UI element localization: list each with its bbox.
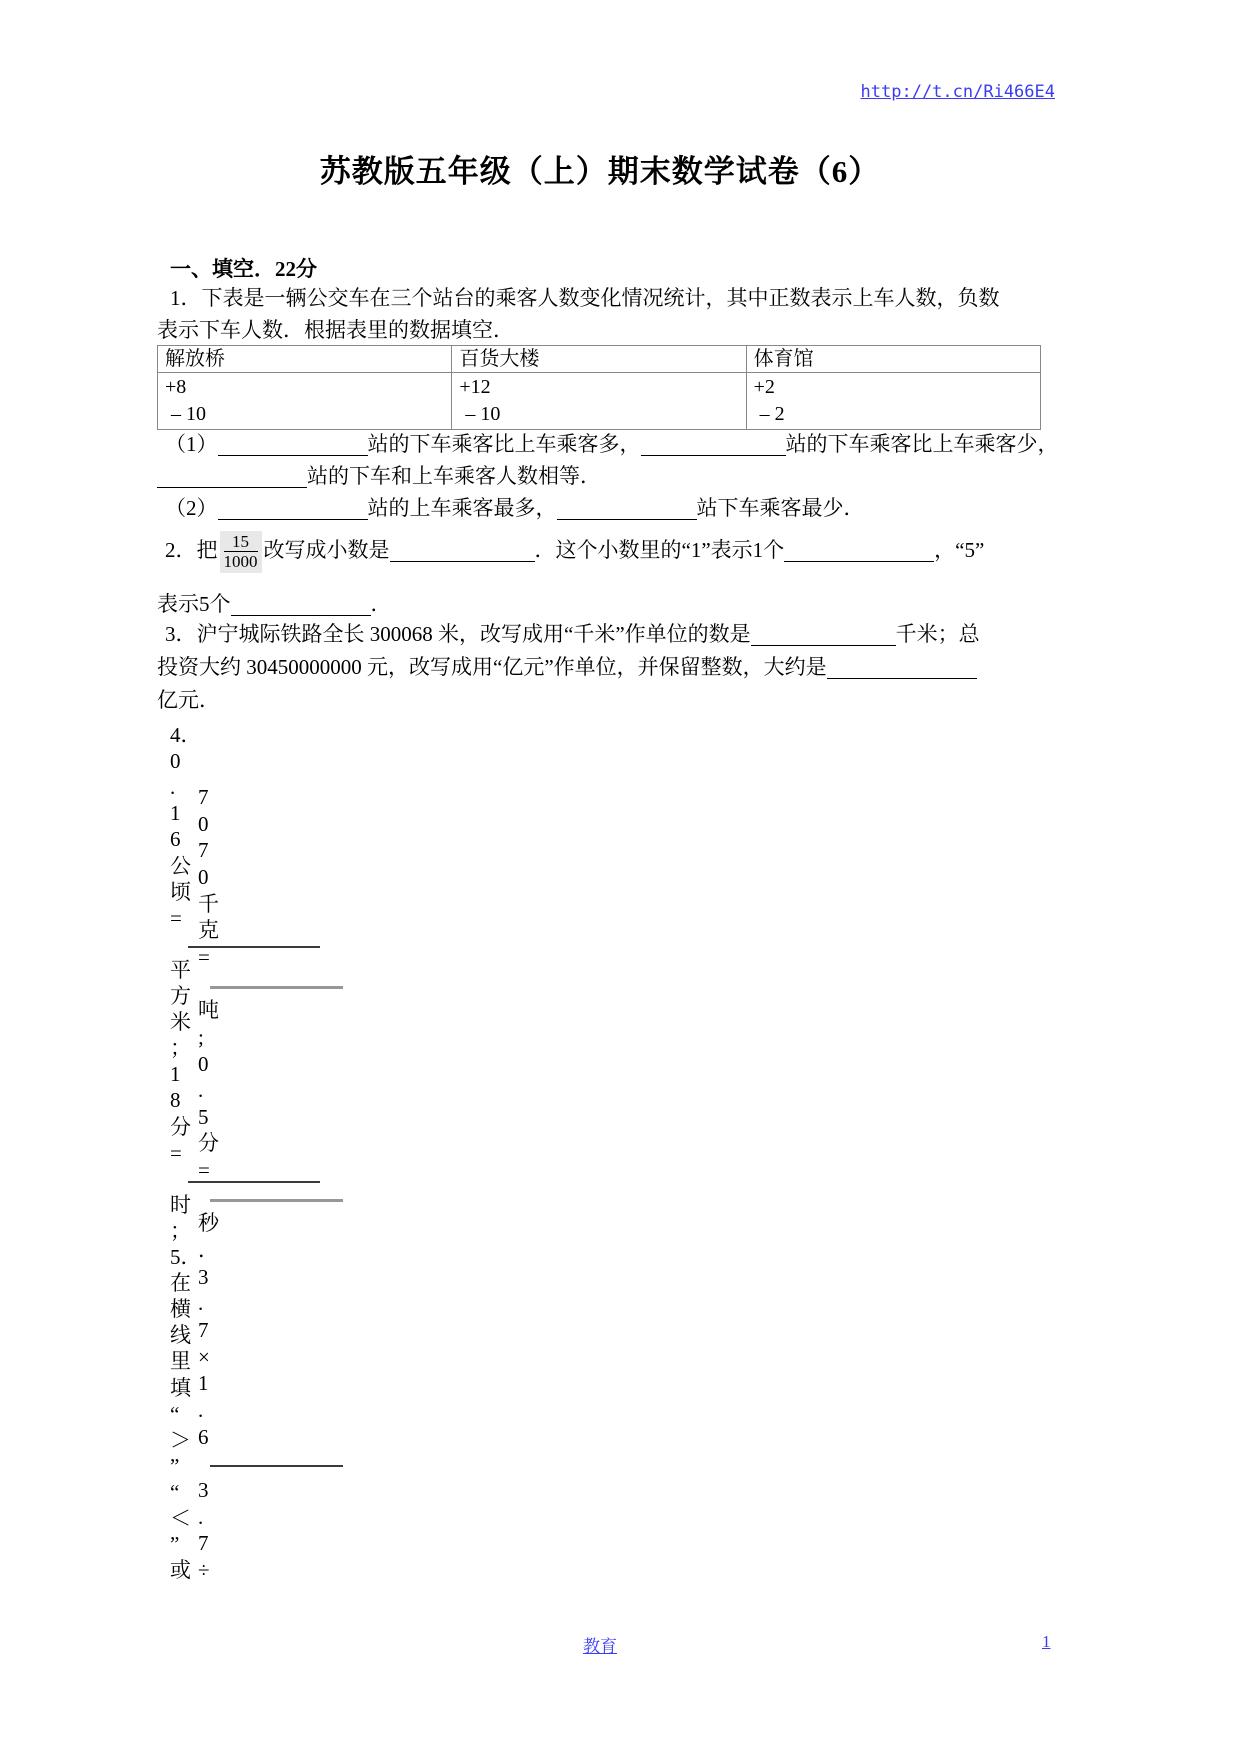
wrapped-char: 方 (170, 984, 191, 1008)
alighting-value: – 10 (465, 403, 501, 425)
text-run: 站的下车乘客比上车乘客多， (367, 432, 641, 456)
q1-sub1-line1 (165, 430, 1059, 458)
wrapped-char: 0 (170, 749, 181, 774)
wrapped-char: 5 (198, 1104, 209, 1129)
fraction-denominator: 1000 (223, 552, 258, 572)
wrapped-char: 时 (170, 1192, 191, 1217)
footer-center-wrap (157, 1632, 1043, 1657)
station-header-cell: 解放桥 (158, 346, 452, 373)
answer-blank (784, 541, 934, 562)
alighting-value: – 2 (759, 403, 785, 425)
text-run: 站的上车乘客最多， (367, 496, 557, 520)
footer-page-number-link[interactable]: 1 (1042, 1632, 1051, 1651)
wrapped-char: ＜ (170, 1506, 191, 1530)
answer-blank-line (210, 986, 343, 989)
wrapped-char: 4． (170, 723, 202, 747)
wrapped-char: 7 (198, 1531, 209, 1556)
wrapped-char: 3 (198, 1264, 209, 1289)
answer-blank (231, 595, 371, 616)
wrapped-char: “ (170, 1479, 180, 1504)
wrapped-char: 0 (198, 1051, 209, 1076)
wrapped-char: . (198, 1397, 204, 1422)
wrapped-char: 克 (198, 918, 219, 943)
q1-sub2-line1 (165, 494, 865, 522)
wrapped-char: 6 (198, 1424, 209, 1449)
text-run: （2） (165, 496, 218, 520)
q2-line1 (165, 524, 984, 576)
q1-intro-line2: 表示下车人数．根据表里的数据填空． (157, 318, 514, 342)
answer-blank (557, 499, 697, 520)
station-header-cell: 百货大楼 (452, 346, 746, 373)
wrapped-char: ． (198, 1238, 219, 1263)
wrapped-char: ； (170, 1218, 191, 1243)
fraction-numerator: 15 (224, 532, 258, 552)
wrapped-char: 1 (170, 1062, 181, 1087)
wrapped-char: . (198, 1291, 204, 1316)
q3-line2 (157, 653, 977, 681)
passenger-table (157, 345, 1041, 430)
wrapped-char: 1 (198, 1371, 209, 1396)
fraction (220, 531, 262, 573)
wrapped-char: ； (170, 1036, 191, 1061)
wrapped-char: = (198, 1158, 210, 1183)
wrapped-char: ” (170, 1453, 180, 1478)
station-data-cell (452, 373, 746, 430)
wrapped-char: ＞ (170, 1427, 191, 1452)
text-run: ．这个小数里的“1”表示1个 (534, 538, 785, 562)
answer-blank (641, 435, 786, 456)
wrapped-char: “ (170, 1401, 180, 1426)
q3-line1 (165, 620, 980, 648)
table-header-row (158, 346, 1041, 373)
wrapped-char: . (198, 1504, 204, 1529)
page-title: 苏教版五年级（上）期末数学试卷（6） (319, 154, 881, 189)
wrapped-char: 0 (198, 864, 209, 889)
wrapped-char: 吨 (198, 998, 219, 1023)
boarding-value: +2 (753, 376, 775, 398)
answer-blank (218, 499, 368, 520)
wrapped-char: = (170, 905, 182, 930)
answer-blank (157, 467, 307, 488)
wrapped-char: 公 (170, 853, 191, 878)
section-heading: 一、填空．22分 (170, 257, 317, 281)
text-run: 投资大约 30450000000 元，改写成用“亿元”作单位，并保留整数，大约是 (157, 655, 827, 679)
station-data-cell (158, 373, 452, 430)
text-run: ，“5” (934, 538, 985, 562)
wrapped-char: 秒 (198, 1211, 219, 1236)
wrapped-char: 分 (170, 1114, 191, 1139)
answer-blank-line (210, 1199, 343, 1202)
wrapped-char: 分 (198, 1131, 219, 1156)
wrapped-char: 里 (170, 1349, 191, 1374)
wrapped-char: × (198, 1344, 210, 1369)
alighting-value: – 10 (171, 403, 206, 425)
boarding-value: +12 (459, 376, 491, 398)
answer-blank (218, 435, 368, 456)
wrapped-char: 7 (198, 785, 209, 809)
footer-edu-link[interactable]: 教育 (583, 1637, 617, 1656)
wrapped-char: ; (198, 1024, 204, 1049)
wrapped-char: 8 (170, 1088, 181, 1113)
wrapped-char: 顷 (170, 879, 191, 904)
table-data-row (158, 373, 1041, 430)
q1-intro-line1: 1．下表是一辆公交车在三个站台的乘客人数变化情况统计，其中正数表示上车人数，负数 (170, 286, 1000, 310)
answer-blank-line (210, 1465, 343, 1467)
text-run: 千米；总 (895, 622, 980, 646)
wrapped-char: 填 (170, 1375, 191, 1400)
text-run: 站的下车乘客比上车乘客少， (785, 432, 1059, 456)
answer-blank (827, 658, 977, 679)
answer-blank (390, 541, 535, 562)
text-run: 站下车乘客最少． (696, 496, 865, 520)
wrapped-char: 横 (170, 1297, 191, 1322)
q1-sub1-line2 (157, 462, 601, 490)
wrapped-char: 7 (198, 838, 209, 863)
wrapped-char: 3 (198, 1477, 209, 1502)
text-run: 2．把 (165, 538, 218, 562)
wrapped-char: . (170, 775, 176, 800)
wrapped-char: ” (170, 1532, 180, 1557)
wrapped-char: 米 (170, 1010, 191, 1035)
wrapped-char: 6 (170, 827, 181, 852)
boarding-value: +8 (165, 376, 187, 398)
wrapped-char: ÷ (198, 1557, 210, 1582)
text-run: （1） (165, 432, 218, 456)
wrapped-char: = (198, 944, 210, 969)
wrapped-char: 5． (170, 1245, 202, 1269)
q3-line3: 亿元． (157, 688, 220, 712)
share-url-link[interactable]: http://t.cn/Ri466E4 (860, 82, 1055, 102)
station-header-cell: 体育馆 (746, 346, 1040, 373)
wrapped-char: = (170, 1140, 182, 1165)
wrapped-char: . (198, 1078, 204, 1103)
wrapped-char: 0 (198, 811, 209, 836)
station-data-cell (746, 373, 1040, 430)
wrapped-char: 7 (198, 1318, 209, 1342)
answer-blank (751, 625, 896, 646)
q2-line2 (157, 590, 392, 618)
text-run: 3．沪宁城际铁路全长 300068 米，改写成用“千米”作单位的数是 (165, 622, 751, 646)
wrapped-char: 线 (170, 1323, 191, 1348)
text-run: 表示5个 (157, 592, 231, 616)
text-run: 改写成小数是 (263, 538, 390, 562)
wrapped-char: 千 (198, 891, 219, 916)
wrapped-char: 1 (170, 801, 181, 826)
text-run: ． (370, 592, 392, 616)
wrapped-char: 平 (170, 957, 191, 982)
text-run: 站的下车和上车乘客人数相等． (307, 464, 601, 488)
wrapped-char: 在 (170, 1271, 191, 1296)
wrapped-char: 或 (170, 1558, 191, 1583)
